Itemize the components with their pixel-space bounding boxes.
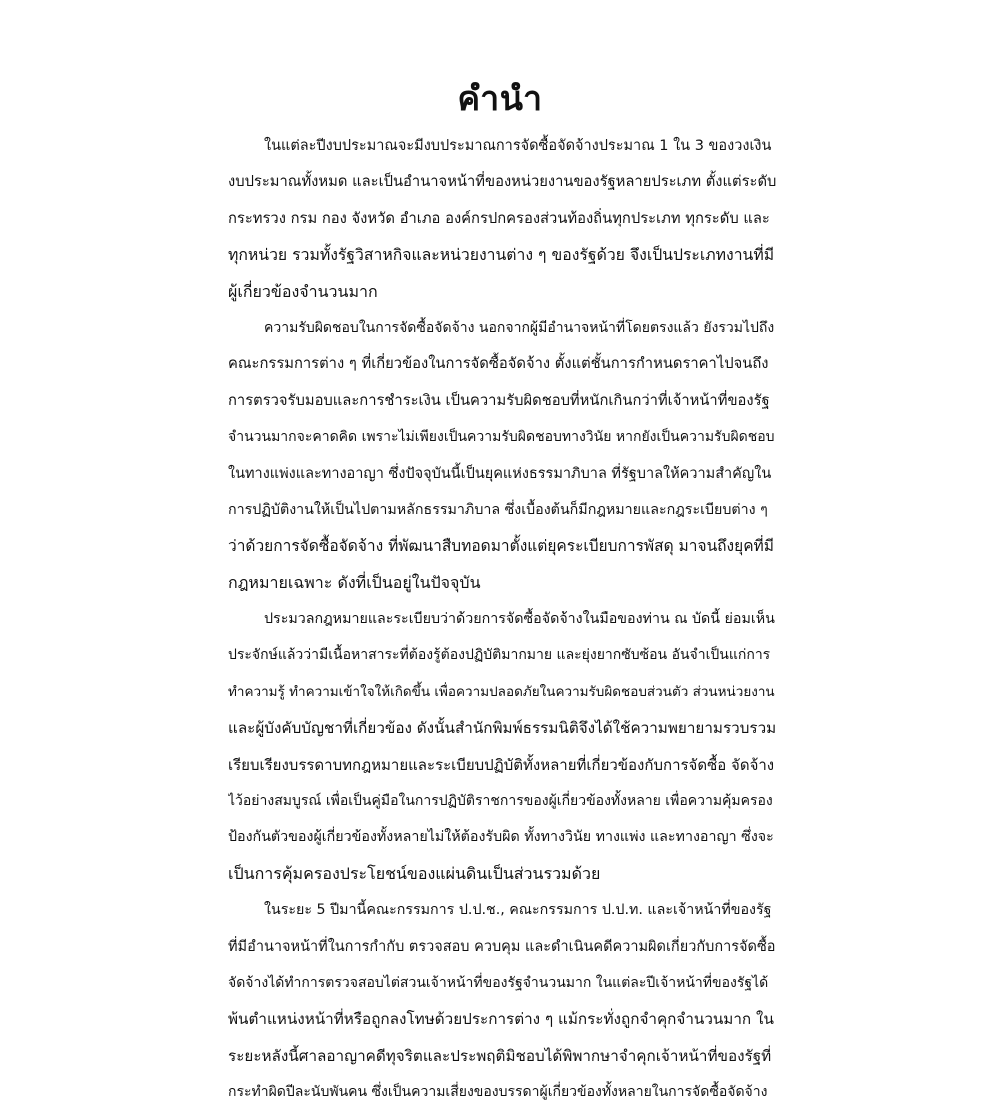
- text-line: ในทางแพ่งและทางอาญา ซึ่งปัจจุบันนี้เป็นยุคแห่งธรรมาภิบาล ที่รัฐบาลให้ความสำคัญใน: [228, 465, 772, 482]
- text-line: ระยะหลังนี้ศาลอาญาคดีทุจริตและประพฤติมิชอบได้พิพากษาจำคุกเจ้าหน้าที่ของรัฐที่: [228, 1046, 772, 1065]
- text-line: เป็นการคุ้มครองประโยชน์ของแผ่นดินเป็นส่วนรวมด้วย: [228, 863, 601, 883]
- text-line: ในแต่ละปีงบประมาณจะมีงบประมาณการจัดซื้อจัดจ้างประมาณ 1 ใน 3 ของวงเงิน: [264, 138, 772, 154]
- text-line: ผู้เกี่ยวข้องจำนวนมาก: [228, 281, 378, 301]
- text-line: ในระยะ 5 ปีมานี้คณะกรรมการ ป.ป.ช., คณะกรรมการ ป.ป.ท. และเจ้าหน้าที่ของรัฐ: [264, 902, 772, 919]
- text-line: กฎหมายเฉพาะ ดังที่เป็นอยู่ในปัจจุบัน: [228, 572, 481, 592]
- text-line: ที่มีอำนาจหน้าที่ในการกำกับ ตรวจสอบ ควบคุม และดำเนินคดีความผิดเกี่ยวกับการจัดซื้อ: [228, 938, 776, 955]
- text-line: การตรวจรับมอบและการชำระเงิน เป็นความรับผิดชอบที่หนักเกินกว่าที่เจ้าหน้าที่ของรัฐ: [228, 391, 770, 409]
- text-line: ทำความรู้ ทำความเข้าใจให้เกิดขึ้น เพื่อความปลอดภัยในความรับผิดชอบส่วนตัว ส่วนหน่วยงาน: [228, 683, 775, 700]
- page-title: คำนำ: [457, 79, 543, 119]
- text-line: ไว้อย่างสมบูรณ์ เพื่อเป็นคู่มือในการปฏิบัติราชการของผู้เกี่ยวข้องทั้งหลาย เพื่อความคุ้มครอง: [228, 793, 773, 810]
- text-line: จัดจ้างได้ทำการตรวจสอบไต่สวนเจ้าหน้าที่ของรัฐจำนวนมาก ในแต่ละปีเจ้าหน้าที่ของรัฐได้: [228, 974, 769, 991]
- text-line: เรียบเรียงบรรดาบทกฎหมายและระเบียบปฏิบัติทั้งหลายที่เกี่ยวข้องกับการจัดซื้อ จัดจ้าง: [228, 755, 775, 774]
- text-line: งบประมาณทั้งหมด และเป็นอำนาจหน้าที่ของหน่วยงานของรัฐหลายประเภท ตั้งแต่ระดับ: [228, 173, 776, 191]
- text-line: ว่าด้วยการจัดซื้อจัดจ้าง ที่พัฒนาสืบทอดมาตั้งแต่ยุคระเบียบการพัสดุ มาจนถึงยุคที่มี: [228, 537, 774, 556]
- text-line: ความรับผิดชอบในการจัดซื้อจัดจ้าง นอกจากผู้มีอำนาจหน้าที่โดยตรงแล้ว ยังรวมไปถึง: [264, 319, 775, 336]
- text-line: ประมวลกฎหมายและระเบียบว่าด้วยการจัดซื้อจัดจ้างในมือของท่าน ณ บัดนี้ ย่อมเห็น: [264, 611, 775, 628]
- text-line: คณะกรรมการต่าง ๆ ที่เกี่ยวข้องในการจัดซื้อจัดจ้าง ตั้งแต่ชั้นการกำหนดราคาไปจนถึง: [228, 355, 769, 373]
- text-line: ทุกหน่วย รวมทั้งรัฐวิสาหกิจและหน่วยงานต่าง ๆ ของรัฐด้วย จึงเป็นประเภทงานที่มี: [228, 245, 775, 265]
- text-line: กระทรวง กรม กอง จังหวัด อำเภอ องค์กรปกครองส่วนท้องถิ่นทุกประเภท ทุกระดับ และ: [228, 209, 770, 227]
- text-line: และผู้บังคับบัญชาที่เกี่ยวข้อง ดังนั้นสำนักพิมพ์ธรรมนิติจึงได้ใช้ความพยายามรวบรวม: [228, 719, 776, 738]
- text-line: กระทำผิดปีละนับพันคน ซึ่งเป็นความเสี่ยงของบรรดาผู้เกี่ยวข้องทั้งหลายในการจัดซื้อจัดจ้าง: [228, 1084, 768, 1101]
- text-line: ป้องกันตัวของผู้เกี่ยวข้องทั้งหลายไม่ให้ต้องรับผิด ทั้งทางวินัย ทางแพ่ง และทางอาญา ซึ่งจะ: [228, 829, 774, 846]
- text-line: พ้นตำแหน่งหน้าที่หรือถูกลงโทษด้วยประการต่าง ๆ แม้กระทั่งถูกจำคุกจำนวนมาก ใน: [228, 1010, 774, 1029]
- text-line: จำนวนมากจะคาดคิด เพราะไม่เพียงเป็นความรับผิดชอบทางวินัย หากยังเป็นความรับผิดชอบ: [228, 429, 775, 446]
- text-line: การปฏิบัติงานให้เป็นไปตามหลักธรรมาภิบาล ซึ่งเบื้องต้นก็มีกฎหมายและกฎระเบียบต่าง ๆ: [228, 501, 768, 518]
- text-line: ประจักษ์แล้วว่ามีเนื้อหาสาระที่ต้องรู้ต้องปฏิบัติมากมาย และยุ่งยากซับซ้อน อันจำเป็นแก่การ: [228, 647, 771, 664]
- document-body: [228, 128, 776, 1111]
